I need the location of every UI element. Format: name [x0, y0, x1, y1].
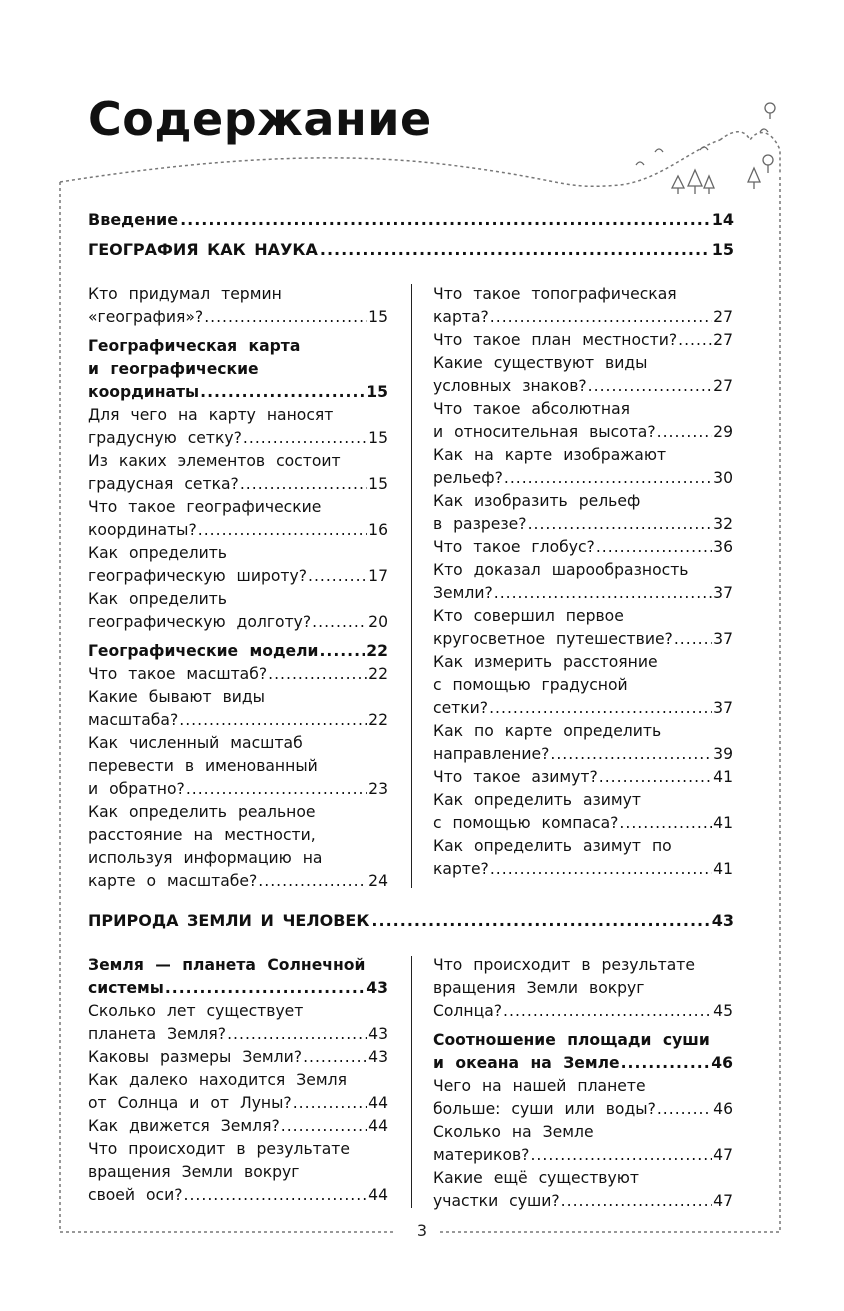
- toc-entry-line: планета Земля?: [88, 1025, 227, 1043]
- toc-entry-line: и океана на Земле: [433, 1054, 620, 1072]
- toc-entry-page: 24: [368, 872, 388, 890]
- toc-entry-page: 46: [713, 1100, 733, 1118]
- toc-entry-page: 16: [368, 521, 388, 539]
- leader-dots: [200, 381, 365, 404]
- toc-entry[interactable]: [433, 605, 733, 651]
- toc-entry-page: 41: [713, 814, 733, 832]
- toc-entry-page: 39: [713, 745, 733, 763]
- toc-entry-line: от Солнца и от Луны?: [88, 1094, 292, 1112]
- toc-entry-last-line: [433, 1000, 733, 1023]
- toc-entry-line: географическую широту?: [88, 567, 307, 585]
- leader-dots: [268, 663, 367, 686]
- section-2-left-column: [88, 954, 388, 1207]
- toc-entry[interactable]: [433, 490, 733, 536]
- toc-entry-page: 47: [713, 1146, 733, 1164]
- toc-entry-last-line: [433, 306, 733, 329]
- toc-section-2-label: ПРИРОДА ЗЕМЛИ И ЧЕЛОВЕК: [88, 911, 370, 930]
- toc-entry-line: условных знаков?: [433, 377, 587, 395]
- leader-dots: [198, 519, 367, 542]
- toc-entry[interactable]: [433, 352, 733, 398]
- toc-entry-line: своей оси?: [88, 1186, 183, 1204]
- toc-entry[interactable]: [88, 732, 388, 801]
- toc-entry-last-line: [88, 565, 388, 588]
- toc-entry-line: Как далеко находится Земля: [88, 1071, 347, 1089]
- toc-entry-line: с помощью градусной: [433, 676, 628, 694]
- toc-entry-page: 43: [368, 1025, 388, 1043]
- leader-dots: [281, 1115, 367, 1138]
- toc-entry[interactable]: [433, 329, 733, 352]
- toc-entry[interactable]: [88, 450, 388, 496]
- toc-entry[interactable]: [88, 1000, 388, 1046]
- toc-entry[interactable]: [433, 651, 733, 720]
- toc-entry[interactable]: [433, 444, 733, 490]
- toc-entry-last-line: [88, 1092, 388, 1115]
- toc-entry[interactable]: [433, 1167, 733, 1213]
- toc-section-2-row[interactable]: [88, 910, 734, 932]
- toc-entry-line: Земли?: [433, 584, 493, 602]
- toc-entry-line: Что такое план местности?: [433, 331, 678, 349]
- toc-entry[interactable]: [88, 1069, 388, 1115]
- toc-entry-line: Кто совершил первое: [433, 607, 624, 625]
- toc-entry-line: Как измерить расстояние: [433, 653, 658, 671]
- toc-entry-line: Что такое абсолютная: [433, 400, 631, 418]
- toc-entry[interactable]: [88, 686, 388, 732]
- toc-entry-line: Соотношение площади суши: [433, 1031, 710, 1049]
- toc-entry-page: 27: [713, 331, 733, 349]
- toc-entry-last-line: [88, 977, 388, 1000]
- toc-entry-line: Что такое топографическая: [433, 285, 677, 303]
- toc-entry[interactable]: [433, 789, 733, 835]
- leader-dots: [186, 778, 367, 801]
- toc-entry-page: 17: [368, 567, 388, 585]
- toc-entry[interactable]: [433, 536, 733, 559]
- toc-entry[interactable]: [88, 663, 388, 686]
- page-title: Содержание: [88, 92, 432, 146]
- leader-dots: [320, 239, 710, 261]
- toc-entry-line: Какие ещё существуют: [433, 1169, 639, 1187]
- toc-entry[interactable]: [433, 766, 733, 789]
- toc-entry-last-line: [88, 1023, 388, 1046]
- toc-entry[interactable]: [433, 1075, 733, 1121]
- toc-entry-line: Сколько на Земле: [433, 1123, 594, 1141]
- toc-entry[interactable]: [88, 542, 388, 588]
- toc-entry-line: Сколько лет существует: [88, 1002, 304, 1020]
- leader-dots: [599, 766, 712, 789]
- toc-entry-last-line: [433, 766, 733, 789]
- toc-entry-page: 22: [368, 665, 388, 683]
- toc-entry-page: 15: [368, 429, 388, 447]
- toc-entry-line: Какие бывают виды: [88, 688, 265, 706]
- toc-entry-last-line: [433, 628, 733, 651]
- toc-entry-line: Какие существуют виды: [433, 354, 648, 372]
- toc-entry[interactable]: [433, 398, 733, 444]
- toc-entry-line: Как изобразить рельеф: [433, 492, 641, 510]
- toc-entry-line: Географические модели: [88, 642, 319, 660]
- toc-entry[interactable]: [88, 283, 388, 329]
- toc-subsection-entry[interactable]: [88, 954, 388, 1000]
- toc-entry-line: Что такое азимут?: [433, 768, 598, 786]
- leader-dots: [674, 628, 712, 651]
- toc-entry-line: координаты?: [88, 521, 197, 539]
- toc-entry-last-line: [88, 778, 388, 801]
- toc-subsection-entry[interactable]: [88, 640, 388, 663]
- toc-entry-line: Чего на нашей планете: [433, 1077, 646, 1095]
- toc-section-1-row[interactable]: [88, 239, 734, 261]
- toc-entry-page: 15: [368, 308, 388, 326]
- toc-entry-last-line: [433, 375, 733, 398]
- toc-entry-last-line: [88, 1184, 388, 1207]
- toc-intro-label: Введение: [88, 210, 179, 229]
- toc-entry-line: Кто доказал шарообразность: [433, 561, 689, 579]
- toc-entry-line: и географические: [88, 360, 259, 378]
- toc-entry-line: Что такое глобус?: [433, 538, 595, 556]
- toc-entry[interactable]: [433, 559, 733, 605]
- leader-dots: [371, 910, 709, 932]
- toc-entry-last-line: [433, 743, 733, 766]
- toc-entry-page: 44: [368, 1186, 388, 1204]
- toc-entry-line: «география»?: [88, 308, 204, 326]
- toc-entry-line: системы: [88, 979, 164, 997]
- toc-entry-last-line: [433, 513, 733, 536]
- leader-dots: [179, 709, 367, 732]
- toc-entry-line: Земля — планета Солнечной: [88, 956, 366, 974]
- toc-entry-line: градусную сетку?: [88, 429, 242, 447]
- toc-entry-line: Как на карте изображают: [433, 446, 667, 464]
- leader-dots: [258, 870, 367, 893]
- leader-dots: [561, 1190, 713, 1213]
- toc-entry-line: Как определить азимут: [433, 791, 641, 809]
- toc-entry-last-line: [433, 697, 733, 720]
- toc-entry-last-line: [88, 709, 388, 732]
- leader-dots: [240, 473, 367, 496]
- toc-entry-page: 44: [368, 1117, 388, 1135]
- toc-entry-page: 30: [713, 469, 733, 487]
- toc-entry-last-line: [88, 640, 388, 663]
- toc-entry[interactable]: [433, 283, 733, 329]
- toc-entry-line: больше: суши или воды?: [433, 1100, 656, 1118]
- toc-entry-line: направление?: [433, 745, 550, 763]
- toc-entry-line: Как определить: [88, 590, 227, 608]
- toc-entry-page: 15: [366, 383, 388, 401]
- toc-entry-page: 43: [368, 1048, 388, 1066]
- toc-entry-line: вращения Земли вокруг: [433, 979, 645, 997]
- toc-entry-last-line: [88, 519, 388, 542]
- leader-dots: [503, 1000, 712, 1023]
- toc-entry-line: Географическая карта: [88, 337, 301, 355]
- toc-entry-last-line: [433, 467, 733, 490]
- toc-entry-line: Из каких элементов состоит: [88, 452, 341, 470]
- leader-dots: [528, 513, 713, 536]
- toc-entry-line: материков?: [433, 1146, 530, 1164]
- toc-entry-line: Что такое масштаб?: [88, 665, 268, 683]
- toc-entry-page: 27: [713, 377, 733, 395]
- toc-entry-last-line: [433, 858, 733, 881]
- toc-entry-page: 47: [713, 1192, 733, 1210]
- toc-entry-line: масштаба?: [88, 711, 179, 729]
- leader-dots: [303, 1046, 367, 1069]
- leader-dots: [657, 1098, 712, 1121]
- toc-entry[interactable]: [433, 835, 733, 881]
- toc-entry-page: 37: [713, 630, 733, 648]
- toc-entry-page: 37: [713, 699, 733, 717]
- toc-entry-last-line: [88, 1046, 388, 1069]
- toc-entry-last-line: [433, 1144, 733, 1167]
- toc-entry-line: координаты: [88, 383, 200, 401]
- toc-entry-last-line: [433, 536, 733, 559]
- toc-section-1-page: 15: [711, 240, 734, 259]
- toc-entry-last-line: [433, 582, 733, 605]
- toc-intro-row[interactable]: [88, 209, 734, 231]
- toc-entry-last-line: [88, 663, 388, 686]
- toc-entry-line: Что происходит в результате: [433, 956, 695, 974]
- toc-entry-line: карта?: [433, 308, 489, 326]
- toc-entry[interactable]: [88, 1046, 388, 1069]
- leader-dots: [494, 582, 712, 605]
- leader-dots: [621, 1052, 711, 1075]
- toc-entry-line: Как численный масштаб: [88, 734, 303, 752]
- toc-entry-line: географическую долготу?: [88, 613, 312, 631]
- tree-icon: [636, 103, 775, 194]
- toc-entry-page: 23: [368, 780, 388, 798]
- toc-entry-line: вращения Земли вокруг: [88, 1163, 300, 1181]
- leader-dots: [293, 1092, 367, 1115]
- toc-entry-last-line: [88, 473, 388, 496]
- toc-entry-page: 37: [713, 584, 733, 602]
- toc-entry-line: рельеф?: [433, 469, 503, 487]
- toc-entry-page: 29: [713, 423, 733, 441]
- toc-entry-page: 41: [713, 768, 733, 786]
- toc-entry[interactable]: [88, 801, 388, 893]
- toc-entry-line: карте о масштабе?: [88, 872, 258, 890]
- toc-entry-page: 15: [368, 475, 388, 493]
- toc-entry-line: перевести в именованный: [88, 757, 318, 775]
- toc-subsection-entry[interactable]: [88, 335, 388, 404]
- column-divider: [411, 284, 412, 888]
- toc-entry-line: участки суши?: [433, 1192, 560, 1210]
- toc-entry-page: 22: [368, 711, 388, 729]
- toc-entry[interactable]: [433, 954, 733, 1023]
- toc-entry[interactable]: [88, 1115, 388, 1138]
- toc-entry-line: Как движется Земля?: [88, 1117, 280, 1135]
- toc-entry-line: Как определить реальное: [88, 803, 316, 821]
- leader-dots: [165, 977, 365, 1000]
- toc-entry-page: 41: [713, 860, 733, 878]
- leader-dots: [243, 427, 367, 450]
- toc-intro-page: 14: [711, 210, 734, 229]
- toc-entry-line: Солнца?: [433, 1002, 503, 1020]
- section-1-right-column: [433, 283, 733, 881]
- toc-entry-last-line: [433, 1098, 733, 1121]
- toc-entry-line: и обратно?: [88, 780, 185, 798]
- leader-dots: [550, 743, 712, 766]
- leader-dots: [504, 467, 712, 490]
- leader-dots: [308, 565, 367, 588]
- leader-dots: [596, 536, 712, 559]
- toc-entry-line: Как по карте определить: [433, 722, 662, 740]
- toc-entry-page: 22: [366, 642, 388, 660]
- toc-entry[interactable]: [88, 1138, 388, 1207]
- leader-dots: [657, 421, 713, 444]
- toc-entry-line: расстояние на местности,: [88, 826, 316, 844]
- toc-entry[interactable]: [88, 404, 388, 450]
- column-divider: [411, 956, 412, 1208]
- toc-entry-line: используя информацию на: [88, 849, 323, 867]
- toc-entry-line: Для чего на карту наносят: [88, 406, 334, 424]
- toc-entry-last-line: [433, 1052, 733, 1075]
- leader-dots: [204, 306, 367, 329]
- toc-entry-line: градусная сетка?: [88, 475, 239, 493]
- leader-dots: [184, 1184, 368, 1207]
- toc-entry-line: в разрезе?: [433, 515, 527, 533]
- page-number: 3: [416, 1221, 428, 1240]
- toc-entry-line: и относительная высота?: [433, 423, 656, 441]
- toc-entry-last-line: [433, 421, 733, 444]
- leader-dots: [180, 209, 710, 231]
- section-2-right-column: [433, 954, 733, 1213]
- toc-entry-line: сетки?: [433, 699, 489, 717]
- toc-entry-line: Кто придумал термин: [88, 285, 282, 303]
- leader-dots: [619, 812, 712, 835]
- toc-entry[interactable]: [433, 1121, 733, 1167]
- toc-entry[interactable]: [433, 720, 733, 766]
- leader-dots: [319, 640, 365, 663]
- toc-entry[interactable]: [88, 496, 388, 542]
- toc-entry-page: 20: [368, 613, 388, 631]
- toc-entry-last-line: [88, 427, 388, 450]
- toc-entry-line: кругосветное путешествие?: [433, 630, 673, 648]
- leader-dots: [678, 329, 712, 352]
- toc-entry-line: карте?: [433, 860, 489, 878]
- toc-entry-line: с помощью компаса?: [433, 814, 619, 832]
- toc-entry-page: 36: [713, 538, 733, 556]
- leader-dots: [490, 858, 712, 881]
- leader-dots: [312, 611, 367, 634]
- toc-subsection-entry[interactable]: [433, 1029, 733, 1075]
- toc-entry[interactable]: [88, 588, 388, 634]
- leader-dots: [489, 697, 712, 720]
- toc-entry-line: Что происходит в результате: [88, 1140, 350, 1158]
- toc-entry-page: 45: [713, 1002, 733, 1020]
- toc-entry-last-line: [88, 381, 388, 404]
- toc-entry-last-line: [88, 1115, 388, 1138]
- leader-dots: [530, 1144, 712, 1167]
- toc-entry-last-line: [88, 611, 388, 634]
- toc-entry-page: 44: [368, 1094, 388, 1112]
- toc-entry-line: Как определить азимут по: [433, 837, 672, 855]
- toc-entry-line: Что такое географические: [88, 498, 322, 516]
- toc-entry-last-line: [88, 306, 388, 329]
- toc-entry-last-line: [433, 329, 733, 352]
- toc-section-1-label: ГЕОГРАФИЯ КАК НАУКА: [88, 240, 318, 259]
- leader-dots: [588, 375, 712, 398]
- toc-entry-line: Каковы размеры Земли?: [88, 1048, 303, 1066]
- toc-entry-line: Как определить: [88, 544, 227, 562]
- toc-entry-page: 43: [366, 979, 388, 997]
- leader-dots: [227, 1023, 367, 1046]
- toc-entry-page: 46: [711, 1054, 733, 1072]
- toc-section-2-page: 43: [711, 911, 734, 930]
- section-1-left-column: [88, 283, 388, 893]
- toc-entry-page: 32: [713, 515, 733, 533]
- toc-entry-last-line: [433, 812, 733, 835]
- leader-dots: [490, 306, 712, 329]
- toc-entry-page: 27: [713, 308, 733, 326]
- toc-entry-last-line: [433, 1190, 733, 1213]
- toc-entry-last-line: [88, 870, 388, 893]
